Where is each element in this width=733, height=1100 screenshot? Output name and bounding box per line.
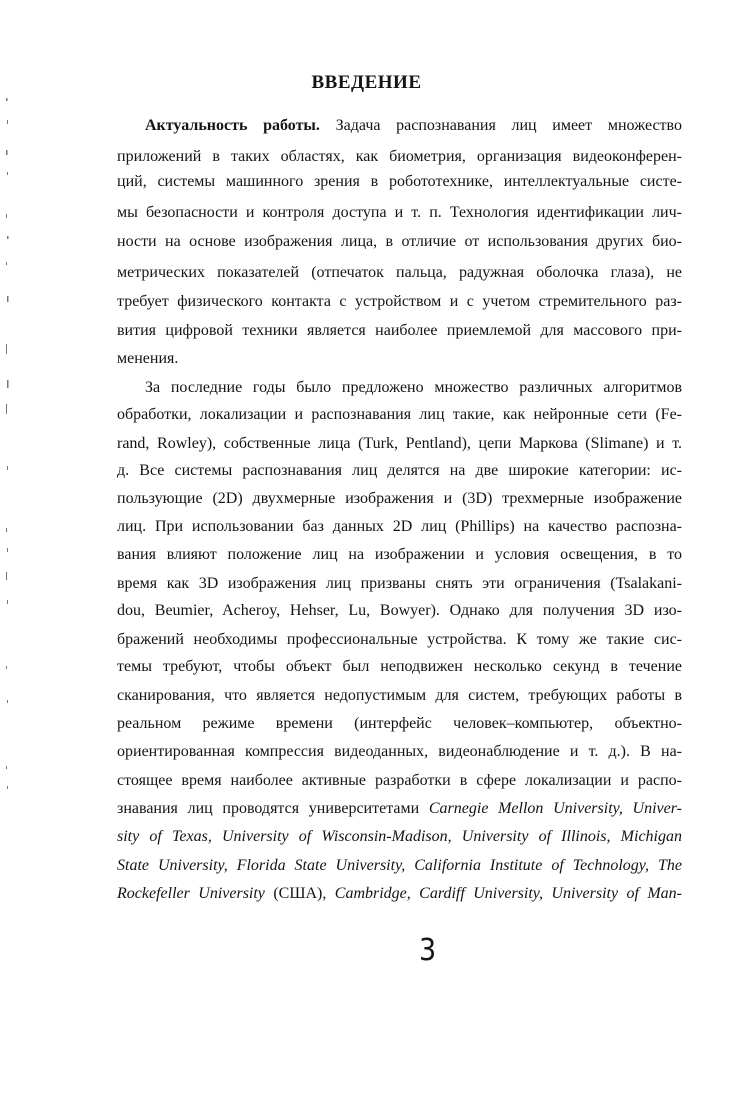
paragraph-2-line: лиц. При использовании баз данных 2D лиц (Phillips) на качество распозна- bbox=[117, 518, 682, 535]
paragraph-2-line: бражений необходимы профессиональные устройства. К тому же такие сис- bbox=[117, 631, 682, 648]
paragraph-1-line: приложений в таких областях, как биометрия, организация видеоконферен- bbox=[117, 148, 682, 165]
page-number: 3 bbox=[418, 933, 437, 968]
paragraph-2-line bbox=[117, 856, 682, 876]
paragraph-2-line: пользующие (2D) двухмерные изображения и (3D) трехмерные изображение bbox=[117, 490, 682, 507]
paragraph-1-line: требует физического контакта с устройством и с учетом стремительного раз- bbox=[117, 293, 682, 310]
page-title: ВВЕДЕНИЕ bbox=[311, 72, 422, 93]
paragraph-1-line: менения. bbox=[117, 350, 179, 367]
paragraph-1-line: мы безопасности и контроля доступа и т. п. Технология идентификации лич- bbox=[117, 204, 682, 221]
paragraph-2-line: знавания лиц проводятся университетами Carnegie Mellon University, Univer- bbox=[117, 800, 682, 817]
paragraph-2-line: dou, Beumier, Acheroy, Hehser, Lu, Bowyer). Однако для получения 3D изо- bbox=[117, 602, 682, 619]
paragraph-1-line: Актуальность работы. Задача распознавания лиц имеет множество bbox=[145, 117, 682, 134]
paragraph-1-line: ций, системы машинного зрения в робототехнике, интеллектуальные систе- bbox=[117, 173, 682, 190]
paragraph-1-line: метрических показателей (отпечаток пальца, радужная оболочка глаза), не bbox=[117, 264, 682, 281]
paragraph-2-line: ориентированная компрессия видеоданных, видеонаблюдение и т. д.). В на- bbox=[117, 743, 682, 760]
university-names: Carnegie Mellon University, Univer- bbox=[428, 800, 682, 817]
paragraph-2-line: стоящее время наиболее активные разработки в сфере локализации и распо- bbox=[117, 772, 682, 789]
paragraph-2-line: Rockefeller University (США), Cambridge, Cardiff University, University of Man- bbox=[117, 885, 682, 902]
paragraph-2-line: rand, Rowley), собственные лица (Turk, Pentland), цепи Маркова (Slimane) и т. bbox=[117, 435, 682, 452]
paragraph-2-line: реальном режиме времени (интерфейс человек–компьютер, объектно- bbox=[117, 715, 682, 732]
university-names: Rockefeller University bbox=[117, 885, 265, 902]
paragraph-2-line: темы требуют, чтобы объект был неподвижен несколько секунд в течение bbox=[117, 658, 682, 675]
paragraph-2-line: д. Все системы распознавания лиц делятся на две широкие категории: ис- bbox=[117, 462, 682, 479]
paragraph-2-line: обработки, локализации и распознавания лиц такие, как нейронные сети (Fe- bbox=[117, 406, 682, 423]
paragraph-2-line bbox=[117, 827, 682, 847]
paragraph-2-line: За последние годы было предложено множество различных алгоритмов bbox=[145, 379, 682, 396]
university-names: State University, Florida State University, California Institute of Technology, The bbox=[117, 857, 682, 874]
university-names: Cambridge, Cardiff University, University of Man- bbox=[334, 885, 682, 902]
paragraph-1-line: ности на основе изображения лица, в отличие от использования других био- bbox=[117, 233, 682, 250]
paragraph-2-line: время как 3D изображения лиц призваны снять эти ограничения (Tsalakani- bbox=[117, 575, 682, 592]
scan-margin-specks bbox=[0, 0, 30, 1100]
university-names: sity of Texas, University of Wisconsin-Madison, University of Illinois, Michigan bbox=[117, 828, 682, 845]
paragraph-2-line: сканирования, что является недопустимым для систем, требующих работы в bbox=[117, 687, 682, 704]
paragraph-2-line: вания влияют положение лиц на изображении и условия освещения, в то bbox=[117, 546, 682, 563]
relevance-heading: Актуальность работы. bbox=[145, 117, 320, 134]
paragraph-1-line: вития цифровой техники является наиболее приемлемой для массового при- bbox=[117, 322, 682, 339]
